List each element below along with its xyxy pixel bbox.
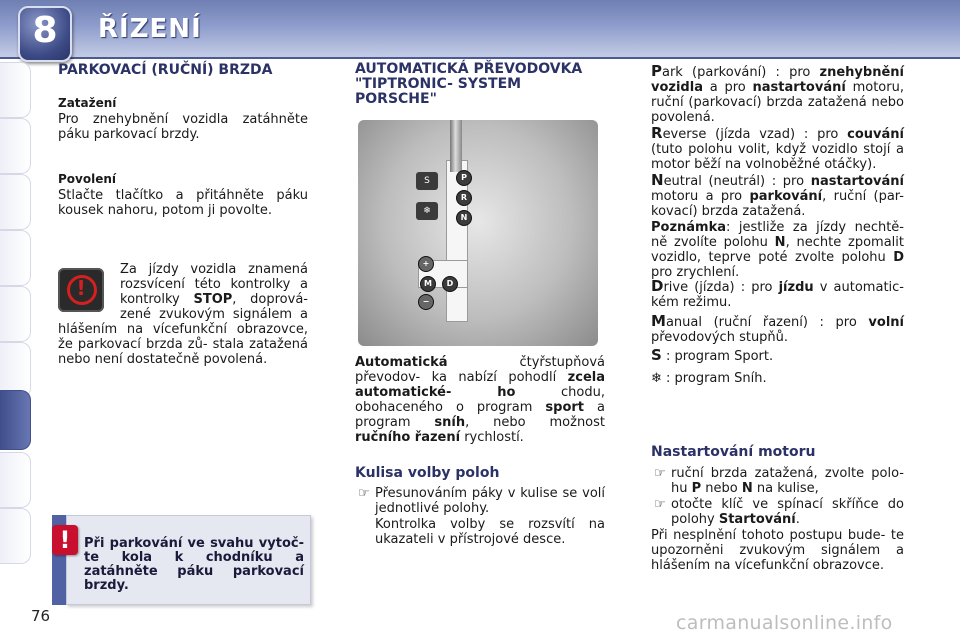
caution-icon: ! [52,525,78,555]
page-number: 76 [31,607,51,625]
section-title-gearbox: AUTOMATICKÁ PŘEVODOVKA "TIPTRONIC- SYSTEM PORSCHE" [355,61,583,107]
release-text: Stlačte tlačítko a přitáhněte páku kousek nahoru, potom ji povolte. [58,188,308,218]
warning-light-text-1: Za jízdy vozidla znamená rozsvícení této kontrolky a kontrolky [120,262,308,307]
note-label: Poznámka [651,220,727,235]
gear-selector-photo [358,120,598,346]
bold-text: couvání [847,127,904,142]
text: ruční brzda zatažená, zvolte polo- hu [671,466,904,496]
gear-letter: D [651,277,664,295]
caption-bold: zcela automatické- ho [355,370,605,400]
bold-text: znehybnění vozidla [651,65,904,95]
caption-text: chodu, obohaceného o program [355,385,605,415]
caution-text: Při parkování ve svahu vytoč- te kola k chodníku a zatáhněte páku parkovací brzdy. [84,536,304,593]
warning-light-text [58,262,308,367]
text: rive (jízda) : pro [663,280,779,295]
text: motoru a pro [651,189,750,204]
start-step-2 [671,497,904,527]
bold-text: jízdu [778,280,814,295]
caption-bold: Automatická [355,355,448,370]
text: : program Sport. [661,349,774,364]
gear-letter: R [651,124,663,142]
selector-text: Kontrolka volby se rozsvítí na ukazateli v přístrojové desce. [375,517,605,547]
plus-mark-icon: + [418,256,434,272]
gear-n-description [651,173,904,219]
snowflake-icon: ❄ [651,371,662,386]
text: : program Sníh. [661,371,767,386]
caption-text: , nebo možnost [465,415,606,430]
note-paragraph [651,220,904,280]
text: everse (jízda vzad) : pro [662,127,848,142]
gear-label-n: N [456,210,472,226]
bullet-icon: ☞ [654,497,666,512]
bold-text: nastartování [810,174,904,189]
gear-letter: P [651,62,662,80]
text: nebo [701,481,742,496]
bold-text: D [893,250,904,265]
chapter-badge [18,6,72,62]
gear-letter: N [651,171,664,189]
chapter-tab[interactable] [0,230,31,286]
start-warning-text: Při nesplnění tohoto postupu bude- te upozorněni zvukovým signálem a hlášením na vícefunkční obrazovce. [651,528,904,573]
chapter-tab-active[interactable] [0,390,31,450]
text: v automatic- kém režimu. [651,280,904,310]
chapter-tabs [0,62,32,582]
bullet-icon: ☞ [358,486,370,501]
bold-text: P [691,481,702,496]
snow-description [651,371,904,386]
bold-text: N [774,235,786,250]
warning-light-text-2: , doprová- zené zvukovým signálem a hlášením na vícefunkční obrazovce, že parkovací brzda zů- stala zatažená nebo není dostatečně povolená. [58,292,308,367]
gear-d-description [651,279,904,310]
bold-text: volní [868,315,904,330]
gear-letter: S [651,346,662,364]
text: převodových stupňů. [651,330,789,345]
chapter-tab[interactable] [0,286,31,342]
text: anual (ruční řazení) : pro [665,315,869,330]
caption-text: rychlostí. [460,430,524,445]
bold-text: nastartování [752,80,846,95]
chapter-tab[interactable] [0,508,31,564]
caption-bold: ručního řazení [355,430,461,445]
text: , ruční (par- kovací) brzda zatažená. [651,189,904,219]
text: otočte klíč ve spínací skříňce do polohy [671,497,904,527]
watermark: carmanualsonline.info [676,612,893,634]
text: na kulise, [752,481,819,496]
text: . [795,512,800,527]
header-divider [0,57,960,59]
gear-label-m: M [420,276,436,292]
gear-label-p: P [456,170,472,186]
gear-p-description [651,64,904,125]
sport-button: S [416,172,438,190]
text: a pro [702,80,753,95]
chapter-tab[interactable] [0,62,31,118]
selector-heading: Kulisa volby poloh [355,465,500,481]
start-step-1 [671,466,904,496]
text: pro zrychlení. [651,265,740,280]
page-title: ŘÍZENÍ [98,14,202,44]
gear-label-d: D [442,276,458,292]
exclamation-icon: ! [76,276,86,300]
release-heading: Povolení [58,172,117,186]
gear-label-r: R [456,190,472,206]
text: motoru, ruční (parkovací) brzda zatažená nebo povolená. [651,80,904,125]
text: , nechte zpomalit vozidlo, teprve poté zvolte polohu [651,235,904,265]
sport-description [651,348,904,364]
warning-light-stop: STOP [193,292,233,307]
tighten-text: Pro znehybnění vozidla zatáhněte páku parkovací brzdy. [58,112,308,142]
gear-lever [450,120,462,172]
section-title-parking-brake: PARKOVACÍ (RUČNÍ) BRZDA [58,62,273,78]
chapter-number: 8 [32,10,58,51]
chapter-tab[interactable] [0,174,31,230]
gearbox-caption [355,355,605,445]
selector-bullet-text: Přesunováním páky v kulise se volí jednotlivé polohy. [375,486,605,516]
caption-bold: sport [545,400,585,415]
minus-mark-icon: − [418,294,434,310]
chapter-tab[interactable] [0,118,31,174]
caption-text: čtyřstupňová převodov- ka nabízí pohodlí [355,355,605,385]
caption-text: a program [355,400,605,430]
gear-letter: M [651,312,666,330]
caption-bold: sníh [434,415,466,430]
gear-m-description [651,314,904,345]
bullet-icon: ☞ [654,466,666,481]
text: : jestliže za jízdy nechtě- ně zvolíte polohu [651,220,904,250]
bold-text: parkování [749,189,823,204]
engine-start-heading: Nastartování motoru [651,444,816,460]
text: eutral (neutrál) : pro [663,174,811,189]
bold-text: N [741,481,753,496]
bold-text: Startování [718,512,796,527]
tighten-heading: Zatažení [58,96,117,110]
chapter-tab[interactable] [0,452,31,508]
snow-button: ❄ [416,202,438,220]
text: ark (parkování) : pro [662,65,820,80]
text: (tuto polohu volit, když vozidlo stojí a motor běží na volnoběžné otáčky). [651,142,904,172]
gear-r-description [651,126,904,172]
